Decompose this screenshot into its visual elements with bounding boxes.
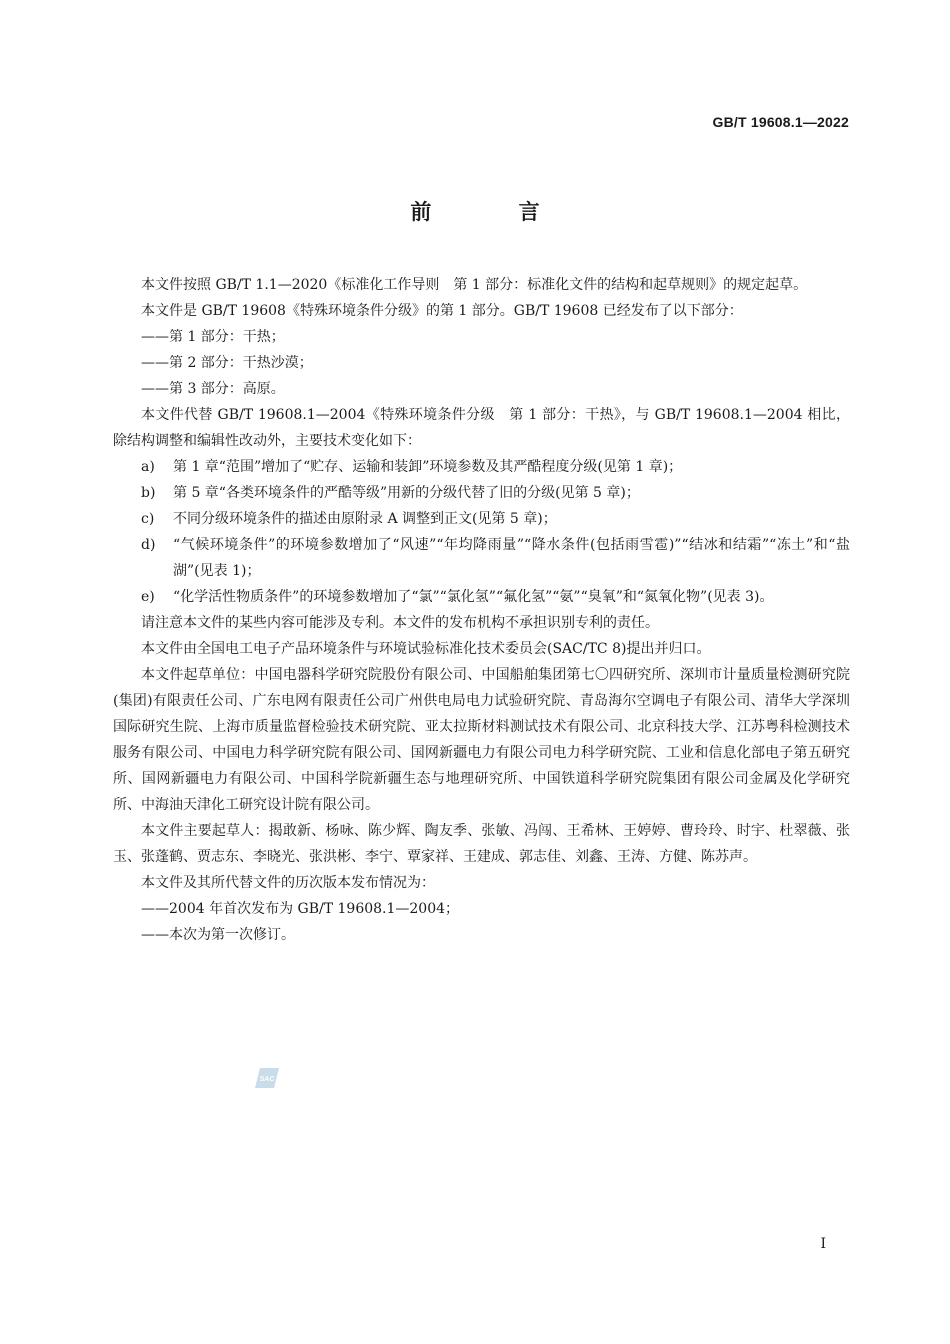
list-marker: e): [141, 589, 155, 605]
page-number: I: [820, 1236, 826, 1252]
list-marker: c): [141, 511, 155, 527]
list-item-text: 第 5 章“各类环境条件的严酷等级”用新的分级代替了旧的分级(见第 5 章)；: [173, 485, 640, 501]
list-item: ——第 1 部分：干热；: [141, 329, 285, 345]
list-item: ——第 3 部分：高原。: [141, 381, 285, 397]
page-title: 前 言: [410, 200, 580, 224]
sac-logo-icon: [254, 1067, 280, 1089]
paragraph-drafting-organizations: 本文件起草单位：中国电器科学研究院股份有限公司、中国船舶集团第七〇四研究所、深圳市计量质量检测研究院(集团)有限责任公司、广东电网有限责任公司广州供电局电力试验研究院、青岛海尔空调电子有限公司、清华大学深圳国际研究生院、上海市质量监督检验技术研究院、亚太拉斯材料测试技术有限公司、北京科技大学、江苏粤科检测技术服务有限公司、中国电力科学研究院有限公司、国网新疆电力有限公司电力科学研究院、工业和信息化部电子第五研究所、国网新疆电力有限公司、中国科学院新疆生态与地理研究所、中国铁道科学研究院集团有限公司金属及化学研究所、中海油天津化工研究设计院有限公司。: [113, 667, 850, 813]
list-item: ——第 2 部分：干热沙漠；: [141, 355, 313, 371]
change-item-c: [113, 506, 850, 532]
paragraph-series-parts: 本文件是 GB/T 19608《特殊环境条件分级》的第 1 部分。GB/T 19608 已经发布了以下部分：: [141, 303, 743, 319]
list-item-text: 不同分级环境条件的描述由原附录 A 调整到正文(见第 5 章)；: [173, 511, 557, 527]
change-item-d: [113, 532, 850, 584]
list-item-text: “化学活性物质条件”的环境参数增加了“氯”“氯化氢”“氟化氢”“氨”“臭氧”和“氮氧化物”(见表 3)。: [173, 589, 774, 605]
paragraph-replacement: 本文件代替 GB/T 19608.1—2004《特殊环境条件分级 第 1 部分：干热》，与 GB/T 19608.1—2004 相比，除结构调整和编辑性改动外，主要技术变化如下：: [113, 407, 850, 449]
paragraph-patent-notice: 请注意本文件的某些内容可能涉及专利。本文件的发布机构不承担识别专利的责任。: [141, 615, 659, 631]
list-marker: a): [141, 459, 155, 475]
watermark-text: SAC: [259, 1076, 275, 1083]
list-item-text: 第 1 章“范围”增加了“贮存、运输和装卸”环境参数及其严酷程度分级(见第 1 章)；: [173, 459, 683, 475]
change-item-a: [113, 454, 850, 480]
list-item: ——本次为第一次修订。: [141, 927, 295, 943]
paragraph-drafters: 本文件主要起草人：揭敢新、杨咏、陈少辉、陶友季、张敏、冯闯、王希林、王婷婷、曹玲玲、时宇、杜翠薇、张玉、张蓬鹤、贾志东、李晓光、张洪彬、李宁、覃家祥、王建成、郭志佳、刘鑫、王涛、方健、陈苏声。: [113, 823, 850, 865]
paragraph-history: 本文件及其所代替文件的历次版本发布情况为：: [141, 875, 435, 891]
list-marker: b): [141, 485, 156, 501]
foreword-body: [113, 272, 850, 948]
paragraph-drafting-rules: 本文件按照 GB/T 1.1—2020《标准化工作导则 第 1 部分：标准化文件的结构和起草规则》的规定起草。: [141, 277, 808, 293]
list-marker: d): [141, 537, 156, 553]
paragraph-committee: 本文件由全国电工电子产品环境条件与环境试验标准化技术委员会(SAC/TC 8)提出并归口。: [141, 641, 711, 657]
standard-code: GB/T 19608.1—2022: [712, 114, 849, 130]
list-item: ——2004 年首次发布为 GB/T 19608.1—2004；: [141, 901, 460, 917]
list-item-text: “气候环境条件”的环境参数增加了“风速”“年均降雨量”“降水条件(包括雨雪雹)”“结冰和结霜”“冻土”和“盐湖”(见表 1)；: [173, 537, 850, 579]
change-item-b: [113, 480, 850, 506]
change-item-e: [113, 584, 850, 610]
